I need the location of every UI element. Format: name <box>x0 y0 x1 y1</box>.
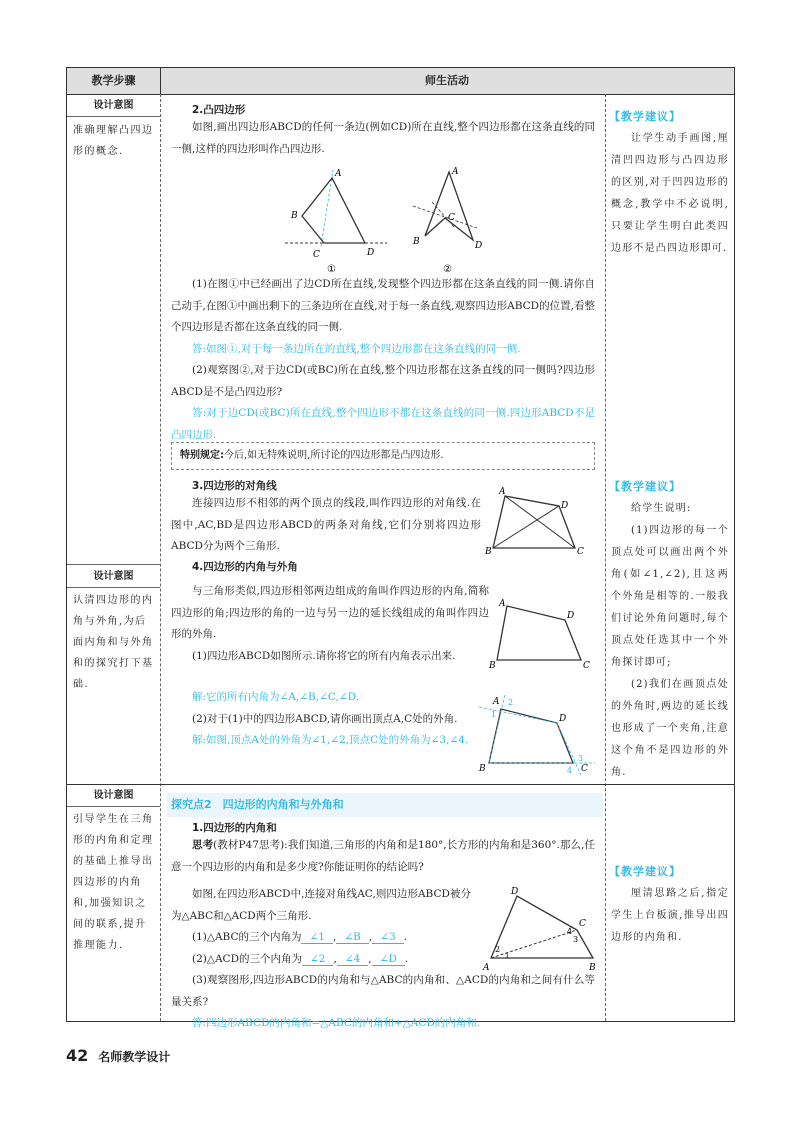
ext-angle-2: 2 <box>508 698 514 707</box>
angle-sum-text: 如图,在四边形ABCD中,连接对角线AC,则四边形ABCD被分为△ABC和△ACD两个三角形. <box>171 888 471 922</box>
explore-point-banner: 探究点2 四边形的内角和与外角和 <box>167 793 603 817</box>
convex-answer-1: 答:如图①,对于每一条边所在的直线,整个四边形都在这条直线的同一侧. <box>192 342 521 355</box>
table-header <box>67 68 734 95</box>
angles-question-1: (1)四边形ABCD如图所示.请你将它的所有内角表示出来. <box>192 649 456 662</box>
sum-angle-3: 3 <box>573 935 579 944</box>
interior-angles-figure <box>489 598 599 673</box>
convex-question-1: (1)在图①中已经画出了边CD所在直线,发现整个四边形都在这条直线的同一侧.请你自己动手,在图①中画出剩下的三条边所在直线,对于每一条直线,观察四边形ABCD的位置,看整个四边形是否都在这条直线的同一侧. <box>171 278 595 333</box>
figure-2-concave <box>412 167 482 275</box>
diag-label-D: D <box>561 501 569 511</box>
angles-answer-1: 解:它的所有内角为∠A,∠B,∠C,∠D. <box>192 691 360 703</box>
fig2-label-A: A <box>452 167 459 177</box>
exterior-angles-figure <box>477 695 601 777</box>
think-label: 思考 <box>192 839 214 851</box>
row-divider <box>67 784 734 785</box>
teaching-tip-3: 厘清思路之后,指定学生上台板演,推导出四边形的内角和. <box>611 888 729 943</box>
teaching-tip-tag-2: 【教学建议】 <box>609 480 681 493</box>
sum-angle-1: 1 <box>505 952 510 960</box>
page-footer <box>66 1046 170 1065</box>
int-label-B: B <box>489 661 496 671</box>
diag-label-C: C <box>577 547 584 557</box>
convex-question-2: (2)观察图②,对于边CD(或BC)所在直线,整个四边形都在这条直线的同一侧吗?四边形ABCD是不是凸四边形? <box>171 364 595 398</box>
section-angle-sum <box>171 820 595 878</box>
section-convex-title: 2.凸四边形 <box>192 104 246 116</box>
special-rule-label: 特别规定: <box>180 450 224 461</box>
fig1-label-A: A <box>335 169 342 179</box>
ext-angle-4: 4 <box>567 766 573 775</box>
design-intent-1: 准确理解凸四边形的概念. <box>73 125 154 157</box>
design-intent-title-3: 设计意图 <box>67 786 160 807</box>
sum-label-C: C <box>579 919 586 929</box>
think-text: (教材P47思考):我们知道,三角形的内角和是180°,长方形的内角和是360°.那么,任意一个四边形的内角和是多少度?你能证明你的结论吗? <box>171 839 595 873</box>
section-diagonals-title: 3.四边形的对角线 <box>192 480 277 492</box>
section-angle-sum-q3 <box>171 970 595 1035</box>
section-angle-sum-title: 1.四边形的内角和 <box>192 822 277 834</box>
section-diagonals-text: 连接四边形不相邻的两个顶点的线段,叫作四边形的对角线.在图中,AC,BD是四边形ABCD的两条对角线,它们分别将四边形ABCD分为两个三角形. <box>171 497 481 552</box>
diag-label-A: A <box>499 487 506 497</box>
ext-label-C: C <box>581 764 588 774</box>
section-angle-sum-body <box>171 884 471 970</box>
ext-angle-3: 3 <box>578 754 584 763</box>
fig2-label-C: C <box>448 213 455 223</box>
fig1-label-C: C <box>313 250 320 260</box>
sum-angle-2: 2 <box>495 945 501 954</box>
section-convex <box>171 102 595 160</box>
section-angles <box>171 559 595 574</box>
section-convex-questions <box>171 274 595 446</box>
design-intent-2: 认清四边形的内角与外角,为后面内角和与外角和的探究打下基础. <box>73 595 154 690</box>
section-angles-answers <box>171 687 481 752</box>
design-intent-3: 引导学生在三角形的内角和定理的基础上推导出四边形的内角和,加强知识之间的联系,提升推理能力. <box>73 814 154 951</box>
section-diagonals <box>171 478 481 558</box>
diag-label-B: B <box>485 547 492 557</box>
figure-2-label: ② <box>443 264 452 275</box>
section-angles-text: 与三角形类似,四边形相邻两边组成的角叫作四边形的内角,简称四边形的角;四边形的角的一边与另一边的延长线组成的角叫作四边形的外角. <box>171 585 489 640</box>
figure-1-label: ① <box>327 264 336 275</box>
sum-label-A: A <box>483 963 490 973</box>
header-activities: 师生活动 <box>425 74 469 87</box>
column-divider-right <box>605 94 606 1021</box>
special-rule-text: 今后,如无特殊说明,所讨论的四边形都是凸四边形. <box>224 450 444 461</box>
angle-sum-answer: 答:四边形ABCD的内角和=△ABC的内角和+△ACD的内角和. <box>192 1017 481 1029</box>
ext-label-D: D <box>559 714 567 724</box>
fig1-label-D: D <box>367 248 375 258</box>
section-angles-body <box>171 581 489 667</box>
angle-sum-q1: (1)△ABC的三个内角为 ∠1 , ∠B , ∠3 . <box>192 931 407 943</box>
teaching-tip-tag-3: 【教学建议】 <box>609 865 681 878</box>
special-rule-box <box>171 442 595 470</box>
int-label-D: D <box>567 611 575 621</box>
sum-angle-4: 4 <box>567 927 573 936</box>
design-intent-title-1: 设计意图 <box>67 96 160 117</box>
convex-figures <box>277 168 517 278</box>
angle-sum-q3: (3)观察图形,四边形ABCD的内角和与△ABC的内角和、△ACD的内角和之间有什么等量关系? <box>171 974 595 1008</box>
teaching-tip-1: 让学生动手画图,厘清凹四边形与凸四边形的区别,对于凹四边形的概念,教学中不必说明,只要让学生明白此类四边形不是凸四边形即可. <box>611 133 729 254</box>
ext-label-B: B <box>479 764 486 774</box>
fig2-label-B: B <box>413 237 420 247</box>
ext-label-A: A <box>493 697 500 707</box>
section-convex-intro: 如图,画出四边形ABCD的任何一条边(例如CD)所在直线,整个四边形都在这条直线的同一侧,这样的四边形叫作凸四边形. <box>171 121 595 155</box>
fig2-label-D: D <box>475 241 483 251</box>
header-steps: 教学步骤 <box>67 68 161 94</box>
int-label-A: A <box>499 599 506 609</box>
book-title: 名师教学设计 <box>98 1050 171 1064</box>
teaching-tip-2: 给学生说明: (1)四边形的每一个顶点处可以画出两个外角(如∠1,∠2),且这两个外角是相等的.一般我们讨论外角问题时,每个顶点处任选其中一个外角探讨即可; (2)我们在画顶点处的外角时,两边的延长线也形成了一个夹角,注意这个角不是四边形的外角. <box>611 503 729 778</box>
ext-angle-1: 1 <box>491 710 497 719</box>
section-angles-title: 4.四边形的内角与外角 <box>192 561 298 573</box>
int-label-C: C <box>583 661 590 671</box>
angle-sum-figure <box>481 886 603 974</box>
convex-answer-2: 答:对于边CD(或BC)所在直线,整个四边形不都在这条直线的同一侧.四边形ABCD不是凸四边形. <box>171 407 595 441</box>
design-intent-title-2: 设计意图 <box>67 567 160 588</box>
diagonals-figure <box>485 486 599 557</box>
figure-1-convex <box>285 169 387 275</box>
fig1-label-B: B <box>291 211 298 221</box>
column-divider-left <box>160 94 161 1021</box>
angles-question-2: (2)对于(1)中的四边形ABCD,请你画出顶点A,C处的外角. <box>192 712 458 725</box>
angles-answer-2: 解:如图,顶点A处的外角为∠1,∠2,顶点C处的外角为∠3,∠4. <box>192 734 469 746</box>
teaching-tip-tag-1: 【教学建议】 <box>609 110 681 123</box>
angle-sum-q2: (2)△ACD的三个内角为 ∠2 , ∠4 , ∠D . <box>192 952 409 965</box>
page-number: 42 <box>66 1046 89 1065</box>
left-divider <box>67 564 160 565</box>
lesson-table <box>66 67 735 1029</box>
sum-label-B: B <box>589 963 596 973</box>
sum-label-D: D <box>511 887 519 897</box>
